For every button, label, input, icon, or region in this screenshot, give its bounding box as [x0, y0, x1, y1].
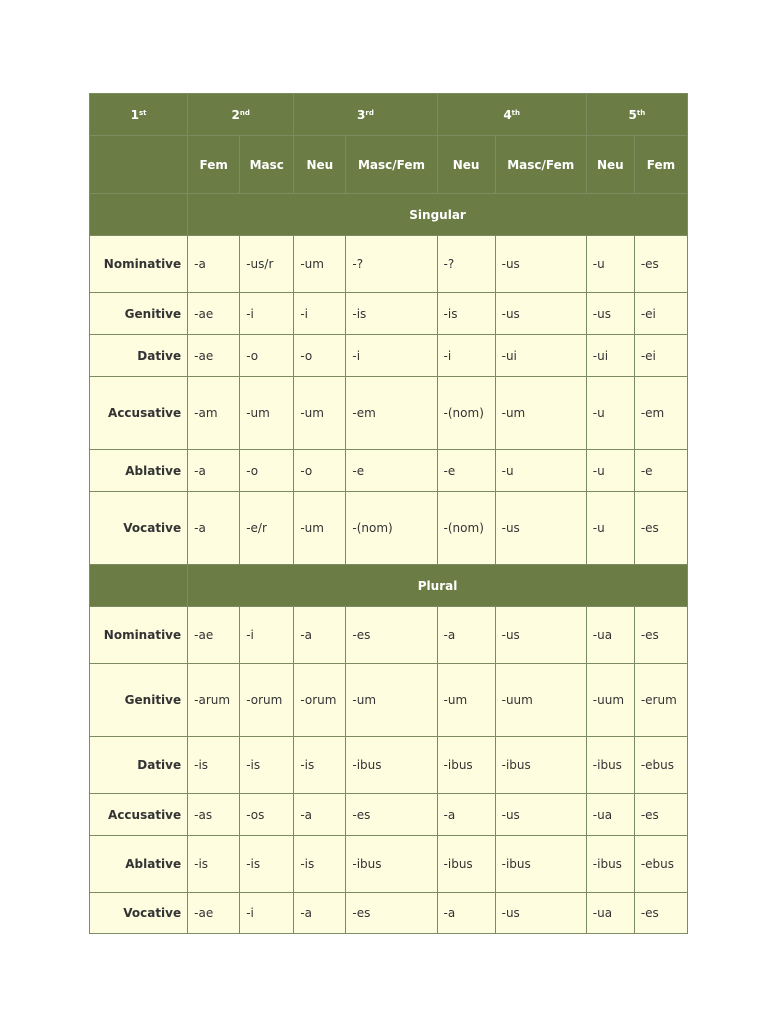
ending-cell: -erum	[634, 664, 687, 737]
ending-cell: -os	[240, 794, 294, 836]
gender-header: Neu	[586, 136, 634, 194]
section-title: Plural	[188, 565, 688, 607]
ending-cell: -ibus	[437, 737, 495, 794]
ending-cell: -ae	[188, 607, 240, 664]
gender-header: Masc/Fem	[495, 136, 586, 194]
ending-cell: -a	[294, 794, 346, 836]
ending-cell: -is	[188, 737, 240, 794]
ending-cell: -a	[437, 794, 495, 836]
ending-cell: -us	[586, 293, 634, 335]
ending-cell: -ibus	[495, 737, 586, 794]
ending-cell: -ibus	[437, 836, 495, 893]
ending-cell: -um	[495, 377, 586, 450]
ending-cell: -ei	[634, 293, 687, 335]
ending-cell: -u	[586, 450, 634, 492]
ending-cell: -uum	[586, 664, 634, 737]
ending-cell: -ibus	[495, 836, 586, 893]
section-row-singular	[90, 194, 688, 236]
declension-1-header: 1st	[90, 94, 188, 136]
ending-cell: -is	[240, 836, 294, 893]
section-corner-cell	[90, 194, 188, 236]
ending-cell: -us/r	[240, 236, 294, 293]
ending-cell: -ua	[586, 893, 634, 934]
table-row	[90, 377, 688, 450]
declension-header-row	[90, 94, 688, 136]
ending-cell: -e	[346, 450, 437, 492]
declension-5-header: 5th	[586, 94, 687, 136]
section-corner-cell	[90, 565, 188, 607]
declension-2-header: 2nd	[188, 94, 294, 136]
ending-cell: -u	[586, 236, 634, 293]
ending-cell: -as	[188, 794, 240, 836]
case-label: Vocative	[90, 893, 188, 934]
ending-cell: -ae	[188, 335, 240, 377]
ending-cell: -ebus	[634, 836, 687, 893]
ending-cell: -ibus	[586, 836, 634, 893]
ending-cell: -am	[188, 377, 240, 450]
ending-cell: -e/r	[240, 492, 294, 565]
ending-cell: -ae	[188, 293, 240, 335]
case-label: Dative	[90, 335, 188, 377]
table-row	[90, 236, 688, 293]
ending-cell: -i	[240, 893, 294, 934]
table-row	[90, 794, 688, 836]
ending-cell: -ua	[586, 794, 634, 836]
ending-cell: -es	[634, 236, 687, 293]
ending-cell: -us	[495, 794, 586, 836]
ending-cell: -a	[188, 450, 240, 492]
ending-cell: -arum	[188, 664, 240, 737]
ending-cell: -es	[634, 607, 687, 664]
case-label: Nominative	[90, 607, 188, 664]
ending-cell: -(nom)	[437, 492, 495, 565]
ending-cell: -o	[294, 335, 346, 377]
ending-cell: -(nom)	[346, 492, 437, 565]
ending-cell: -a	[188, 236, 240, 293]
ending-cell: -o	[240, 335, 294, 377]
ending-cell: -ui	[495, 335, 586, 377]
ending-cell: -us	[495, 607, 586, 664]
table-row	[90, 607, 688, 664]
ending-cell: -?	[437, 236, 495, 293]
ending-cell: -orum	[240, 664, 294, 737]
case-label: Dative	[90, 737, 188, 794]
ending-cell: -a	[294, 607, 346, 664]
table-row	[90, 492, 688, 565]
ending-cell: -es	[634, 794, 687, 836]
declension-table	[89, 93, 688, 934]
ending-cell: -is	[294, 737, 346, 794]
ending-cell: -is	[346, 293, 437, 335]
declension-4-header: 4th	[437, 94, 586, 136]
table-row	[90, 664, 688, 737]
ending-cell: -u	[495, 450, 586, 492]
section-title: Singular	[188, 194, 688, 236]
ending-cell: -ei	[634, 335, 687, 377]
section-row-plural	[90, 565, 688, 607]
gender-header: Fem	[188, 136, 240, 194]
ending-cell: -is	[437, 293, 495, 335]
ending-cell: -ui	[586, 335, 634, 377]
case-label: Genitive	[90, 664, 188, 737]
ending-cell: -a	[437, 607, 495, 664]
ending-cell: -es	[634, 893, 687, 934]
ending-cell: -um	[346, 664, 437, 737]
ending-cell: -a	[188, 492, 240, 565]
ending-cell: -u	[586, 377, 634, 450]
case-label: Vocative	[90, 492, 188, 565]
ending-cell: -um	[294, 236, 346, 293]
ending-cell: -ibus	[346, 836, 437, 893]
ending-cell: -em	[346, 377, 437, 450]
ending-cell: -us	[495, 492, 586, 565]
ending-cell: -um	[437, 664, 495, 737]
ending-cell: -i	[240, 607, 294, 664]
ending-cell: -us	[495, 236, 586, 293]
gender-header-row	[90, 136, 688, 194]
gender-corner-cell	[90, 136, 188, 194]
ending-cell: -es	[634, 492, 687, 565]
ending-cell: -is	[240, 737, 294, 794]
table-row	[90, 737, 688, 794]
ending-cell: -e	[437, 450, 495, 492]
ending-cell: -?	[346, 236, 437, 293]
ending-cell: -ebus	[634, 737, 687, 794]
table-row	[90, 893, 688, 934]
ending-cell: -ibus	[346, 737, 437, 794]
ending-cell: -is	[188, 836, 240, 893]
ending-cell: -es	[346, 607, 437, 664]
declension-3-header: 3rd	[294, 94, 437, 136]
ending-cell: -u	[586, 492, 634, 565]
ending-cell: -a	[437, 893, 495, 934]
ending-cell: -e	[634, 450, 687, 492]
ending-cell: -em	[634, 377, 687, 450]
ending-cell: -(nom)	[437, 377, 495, 450]
gender-header: Masc/Fem	[346, 136, 437, 194]
ending-cell: -es	[346, 794, 437, 836]
ending-cell: -o	[294, 450, 346, 492]
ending-cell: -i	[437, 335, 495, 377]
case-label: Accusative	[90, 794, 188, 836]
ending-cell: -ua	[586, 607, 634, 664]
case-label: Ablative	[90, 836, 188, 893]
gender-header: Fem	[634, 136, 687, 194]
case-label: Ablative	[90, 450, 188, 492]
ending-cell: -o	[240, 450, 294, 492]
table-row	[90, 450, 688, 492]
table-row	[90, 293, 688, 335]
ending-cell: -us	[495, 893, 586, 934]
ending-cell: -es	[346, 893, 437, 934]
ending-cell: -um	[294, 377, 346, 450]
ending-cell: -um	[240, 377, 294, 450]
ending-cell: -i	[240, 293, 294, 335]
case-label: Accusative	[90, 377, 188, 450]
ending-cell: -i	[346, 335, 437, 377]
ending-cell: -i	[294, 293, 346, 335]
table-row	[90, 836, 688, 893]
gender-header: Masc	[240, 136, 294, 194]
ending-cell: -a	[294, 893, 346, 934]
gender-header: Neu	[294, 136, 346, 194]
case-label: Genitive	[90, 293, 188, 335]
ending-cell: -is	[294, 836, 346, 893]
ending-cell: -ibus	[586, 737, 634, 794]
ending-cell: -um	[294, 492, 346, 565]
gender-header: Neu	[437, 136, 495, 194]
ending-cell: -orum	[294, 664, 346, 737]
ending-cell: -ae	[188, 893, 240, 934]
case-label: Nominative	[90, 236, 188, 293]
ending-cell: -us	[495, 293, 586, 335]
table-row	[90, 335, 688, 377]
ending-cell: -uum	[495, 664, 586, 737]
